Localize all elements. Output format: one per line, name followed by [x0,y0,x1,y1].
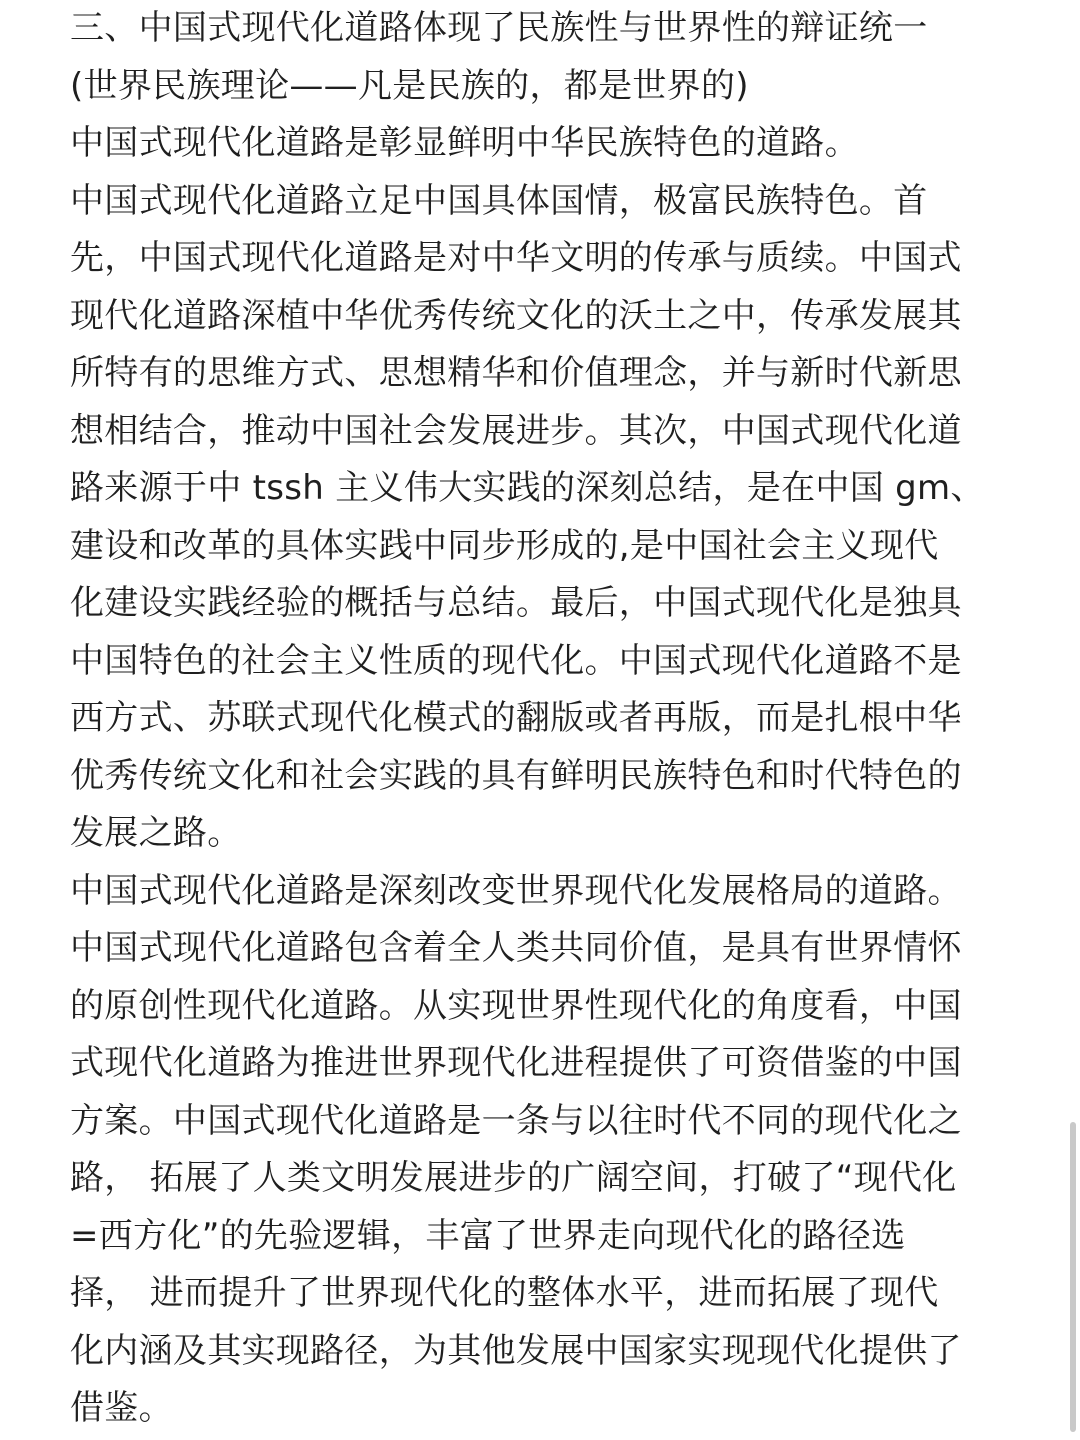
scrollbar-track[interactable] [1066,0,1080,1440]
paragraph-line: 西方式、苏联式现代化模式的翻版或者再版，而是扎根中华 [70,698,962,738]
paragraph-line: 所特有的思维方式、思想精华和价值理念，并与新时代新思 [70,353,962,393]
paragraph-line: 的原创性现代化道路。从实现世界性现代化的角度看，中国 [70,985,962,1026]
paragraph-line: 中国式现代化道路包含着全人类共同价值，是具有世界情怀 [70,928,962,968]
paragraph-line: 中国式现代化道路是彰显鲜明中华民族特色的道路。 [70,123,859,163]
paragraph-line: 方案。中国式现代化道路是一条与以往时代不同的现代化之 [70,1100,962,1141]
paragraph-line: 中国式现代化道路是深刻改变世界现代化发展格局的道路。 [70,870,962,911]
scrollbar-thumb[interactable] [1070,1122,1076,1432]
paragraph-line: 化建设实践经验的概括与总结。最后，中国式现代化是独具 [70,583,962,623]
paragraph-line: 化内涵及其实现路径，为其他发展中国家实现现代化提供了 [70,1330,962,1371]
paragraph-line: 想相结合，推动中国社会发展进步。其次，中国式现代化道 [70,410,962,451]
paragraph-line: 择， 进而提升了世界现代化的整体水平，进而拓展了现代 [70,1273,939,1313]
paragraph-line: 路来源于中 tssh 主义伟大实践的深刻总结，是在中国 gm、 [70,468,985,508]
paragraph-line: 发展之路。 [70,813,242,853]
paragraph-line: 现代化道路深植中华优秀传统文化的沃土之中，传承发展其 [70,295,962,336]
paragraph-line: 式现代化道路为推进世界现代化进程提供了可资借鉴的中国 [70,1043,962,1083]
paragraph-line: 路， 拓展了人类文明发展进步的广阔空间，打破了“现代化 [70,1158,957,1198]
subheading-line: (世界民族理论——凡是民族的，都是世界的) [70,65,749,106]
paragraph-line: 建设和改革的具体实践中同步形成的,是中国社会主义现代 [70,525,939,566]
paragraph-line: 中国特色的社会主义性质的现代化。中国式现代化道路不是 [70,640,962,681]
paragraph-line: 中国式现代化道路立足中国具体国情，极富民族特色。首 [70,180,928,221]
heading-line: 三、中国式现代化道路体现了民族性与世界性的辩证统一 [70,8,928,48]
paragraph-line: 先，中国式现代化道路是对中华文明的传承与质续。中国式 [70,238,962,278]
paragraph-line: 借鉴。 [70,1388,173,1428]
paragraph-line: 优秀传统文化和社会实践的具有鲜明民族特色和时代特色的 [70,755,962,796]
note-body[interactable] [70,0,1010,1438]
paragraph-line: =西方化”的先验逻辑，丰富了世界走向现代化的路径选 [70,1215,906,1256]
